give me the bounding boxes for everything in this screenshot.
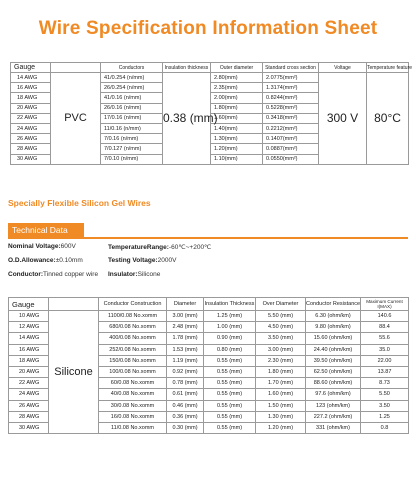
diameter-cell: 1.19 (mm): [167, 355, 204, 366]
material-header: [49, 298, 99, 311]
resistance-header: Conductor Resistance: [306, 298, 361, 311]
cross-section-cell: 0.1407(mm²): [263, 134, 319, 144]
construction-cell: 16/0.08 No.xomm: [99, 411, 167, 422]
cross-section-cell: 0.8244(mm²): [263, 93, 319, 103]
max-current-header: Maximum Current I(MAX): [361, 298, 409, 311]
voltage-cell: 300 V: [319, 73, 367, 165]
construction-cell: 100/0.08 No.xomm: [99, 366, 167, 377]
pvc-header-row: [11, 63, 409, 73]
insulation-cell: 0.80 (mm): [204, 344, 256, 355]
silicone-spec-table: [8, 297, 409, 434]
spec-insulator: Insulator:Silicone: [108, 271, 161, 278]
max-current-cell: 8.73: [361, 378, 409, 389]
resistance-cell: 6.30 (ohm/km): [306, 311, 361, 322]
temperature-cell: 80°C: [367, 73, 409, 165]
cross-section-header: Standard cross section: [263, 63, 319, 73]
cross-section-cell: 0.5228(mm²): [263, 103, 319, 113]
resistance-cell: 62.50 (ohm/km): [306, 366, 361, 377]
spec-testing-voltage: Testing Voltage:2000V: [108, 257, 177, 264]
cross-section-cell: 0.2212(mm²): [263, 123, 319, 133]
max-current-cell: 13.87: [361, 366, 409, 377]
diameter-header: Diameter: [167, 298, 204, 311]
outer-diameter-cell: 2.35(mm): [211, 83, 263, 93]
insulation-cell: 1.00 (mm): [204, 322, 256, 333]
diameter-cell: 0.61 (mm): [167, 389, 204, 400]
outer-diameter-cell: 1.80(mm): [211, 103, 263, 113]
outer-diameter-cell: 2.00(mm): [211, 93, 263, 103]
gauge-cell: 14 AWG: [11, 73, 51, 83]
construction-cell: 150/0.08 No.xomm: [99, 355, 167, 366]
gauge-cell: 30 AWG: [11, 154, 51, 164]
max-current-cell: 22.00: [361, 355, 409, 366]
construction-cell: 1100/0.08 No.xomm: [99, 311, 167, 322]
resistance-cell: 97.6 (ohm/km): [306, 389, 361, 400]
insulation-cell: 0.55 (mm): [204, 400, 256, 411]
conductors-cell: 7/0.127 (n/mm): [101, 144, 163, 154]
gauge-cell: 26 AWG: [9, 400, 49, 411]
outer-diameter-header: Outer diameter: [211, 63, 263, 73]
diameter-cell: 0.36 (mm): [167, 411, 204, 422]
over-diameter-cell: 2.30 (mm): [256, 355, 306, 366]
outer-diameter-cell: 1.40(mm): [211, 123, 263, 133]
insulation-cell: 0.55 (mm): [204, 366, 256, 377]
technical-data-bar: [8, 223, 408, 239]
max-current-cell: 140.6: [361, 311, 409, 322]
outer-diameter-cell: 1.10(mm): [211, 154, 263, 164]
diameter-cell: 1.53 (mm): [167, 344, 204, 355]
conductors-cell: 26/0.254 (n/mm): [101, 83, 163, 93]
conductors-cell: 11/0.16 (n/mm): [101, 123, 163, 133]
silicone-header-row: [9, 298, 409, 311]
gauge-cell: 22 AWG: [11, 113, 51, 123]
material-cell: Silicone: [49, 311, 99, 434]
max-current-cell: 88.4: [361, 322, 409, 333]
pvc-spec-table: [10, 62, 413, 165]
diameter-cell: 1.78 (mm): [167, 333, 204, 344]
gauge-cell: 16 AWG: [9, 344, 49, 355]
temperature-header: Temperature feature: [367, 64, 413, 71]
construction-cell: 252/0.08 No.xomm: [99, 344, 167, 355]
diameter-cell: 0.78 (mm): [167, 378, 204, 389]
diameter-cell: 0.92 (mm): [167, 366, 204, 377]
over-diameter-cell: 1.80 (mm): [256, 366, 306, 377]
spec-od-allowance: O.D.Allowance:±0.10mm: [8, 257, 83, 264]
spec-conductor: Conductor:Tinned copper wire: [8, 271, 99, 278]
max-current-cell: 35.0: [361, 344, 409, 355]
outer-diameter-cell: 1.60(mm): [211, 113, 263, 123]
diameter-cell: 0.46 (mm): [167, 400, 204, 411]
gauge-cell: 16 AWG: [11, 83, 51, 93]
gauge-cell: 10 AWG: [9, 311, 49, 322]
cross-section-cell: 0.3418(mm²): [263, 113, 319, 123]
conductors-cell: 7/0.16 (n/mm): [101, 134, 163, 144]
construction-cell: 400/0.08 No.xomm: [99, 333, 167, 344]
conductors-cell: 7/0.10 (n/mm): [101, 154, 163, 164]
max-current-cell: 3.50: [361, 400, 409, 411]
max-current-cell: 1.25: [361, 411, 409, 422]
insulation-cell: 0.55 (mm): [204, 378, 256, 389]
construction-cell: 30/0.08 No.xomm: [99, 400, 167, 411]
insulation-cell: 0.90 (mm): [204, 333, 256, 344]
technical-data-label: Technical Data: [8, 223, 84, 237]
insulation-cell: 1.25 (mm): [204, 311, 256, 322]
outer-diameter-cell: 2.80(mm): [211, 73, 263, 83]
table-row: [9, 311, 409, 322]
section-subtitle: Specially Flexible Silicon Gel Wires: [8, 198, 151, 208]
construction-cell: 680/0.08 No.xomm: [99, 322, 167, 333]
insulation-cell: 0.55 (mm): [204, 389, 256, 400]
over-diameter-cell: 3.00 (mm): [256, 344, 306, 355]
insulation-header: Insulation thickness: [163, 63, 211, 73]
outer-diameter-cell: 1.30(mm): [211, 134, 263, 144]
conductors-cell: 41/0.16 (n/mm): [101, 93, 163, 103]
cross-section-cell: 0.0550(mm²): [263, 154, 319, 164]
page-title: Wire Specification Information Sheet: [38, 18, 378, 39]
diameter-cell: 0.30 (mm): [167, 422, 204, 433]
spec-nominal-voltage: Nominal Voltage:600V: [8, 243, 76, 250]
construction-cell: 40/0.08 No.xomm: [99, 389, 167, 400]
gauge-cell: 28 AWG: [9, 411, 49, 422]
gauge-cell: 18 AWG: [11, 93, 51, 103]
max-current-cell: 0.8: [361, 422, 409, 433]
gauge-cell: 18 AWG: [9, 355, 49, 366]
over-diameter-header: Over Diameter: [256, 298, 306, 311]
gauge-cell: 26 AWG: [11, 134, 51, 144]
insulation-cell: 0.55 (mm): [204, 422, 256, 433]
conductors-cell: 41/0.254 (n/mm): [101, 73, 163, 83]
over-diameter-cell: 3.50 (mm): [256, 333, 306, 344]
gauge-cell: 24 AWG: [9, 389, 49, 400]
gauge-cell: 14 AWG: [9, 333, 49, 344]
over-diameter-cell: 1.60 (mm): [256, 389, 306, 400]
cross-section-cell: 2.0775(mm²): [263, 73, 319, 83]
material-cell: PVC: [51, 73, 101, 165]
resistance-cell: 9.80 (ohm/km): [306, 322, 361, 333]
resistance-cell: 15.60 (ohm/km): [306, 333, 361, 344]
gauge-cell: 20 AWG: [9, 366, 49, 377]
resistance-cell: 227.2 (ohm/km): [306, 411, 361, 422]
resistance-cell: 39.50 (ohm/km): [306, 355, 361, 366]
insulation-header: Insulation Thickness: [204, 298, 256, 311]
resistance-cell: 123 (ohm/km): [306, 400, 361, 411]
gauge-cell: 20 AWG: [11, 103, 51, 113]
construction-cell: 11/0.08 No.xomm: [99, 422, 167, 433]
gauge-cell: 28 AWG: [11, 144, 51, 154]
over-diameter-cell: 5.50 (mm): [256, 311, 306, 322]
over-diameter-cell: 1.30 (mm): [256, 411, 306, 422]
construction-cell: 60/0.08 No.xomm: [99, 378, 167, 389]
resistance-cell: 331 (ohm/km): [306, 422, 361, 433]
gauge-header: Gauge: [9, 298, 49, 311]
resistance-cell: 88.60 (ohm/km): [306, 378, 361, 389]
over-diameter-cell: 4.50 (mm): [256, 322, 306, 333]
conductors-cell: 17/0.16 (n/mm): [101, 113, 163, 123]
diameter-cell: 2.48 (mm): [167, 322, 204, 333]
over-diameter-cell: 1.70 (mm): [256, 378, 306, 389]
diameter-cell: 3.00 (mm): [167, 311, 204, 322]
voltage-header: Voltage: [319, 63, 367, 73]
material-header: [51, 63, 101, 73]
table-row: [11, 73, 409, 83]
resistance-cell: 24.40 (ohm/km): [306, 344, 361, 355]
over-diameter-cell: 1.20 (mm): [256, 422, 306, 433]
insulation-cell: 0.38 (mm): [163, 73, 211, 165]
conductors-header: Conductors: [101, 63, 163, 73]
gauge-cell: 12 AWG: [9, 322, 49, 333]
max-current-cell: 5.50: [361, 389, 409, 400]
over-diameter-cell: 1.50 (mm): [256, 400, 306, 411]
gauge-cell: 30 AWG: [9, 422, 49, 433]
gauge-cell: 22 AWG: [9, 378, 49, 389]
cross-section-cell: 0.0887(mm²): [263, 144, 319, 154]
cross-section-cell: 1.3174(mm²): [263, 83, 319, 93]
outer-diameter-cell: 1.20(mm): [211, 144, 263, 154]
spec-temperature-range: TemperatureRange:-60℃~+200℃: [108, 244, 212, 251]
max-current-cell: 55.6: [361, 333, 409, 344]
insulation-cell: 0.55 (mm): [204, 411, 256, 422]
construction-header: Conductor Construction: [99, 298, 167, 311]
insulation-cell: 0.55 (mm): [204, 355, 256, 366]
conductors-cell: 26/0.16 (n/mm): [101, 103, 163, 113]
gauge-cell: 24 AWG: [11, 123, 51, 133]
gauge-header: Gauge: [11, 63, 51, 73]
